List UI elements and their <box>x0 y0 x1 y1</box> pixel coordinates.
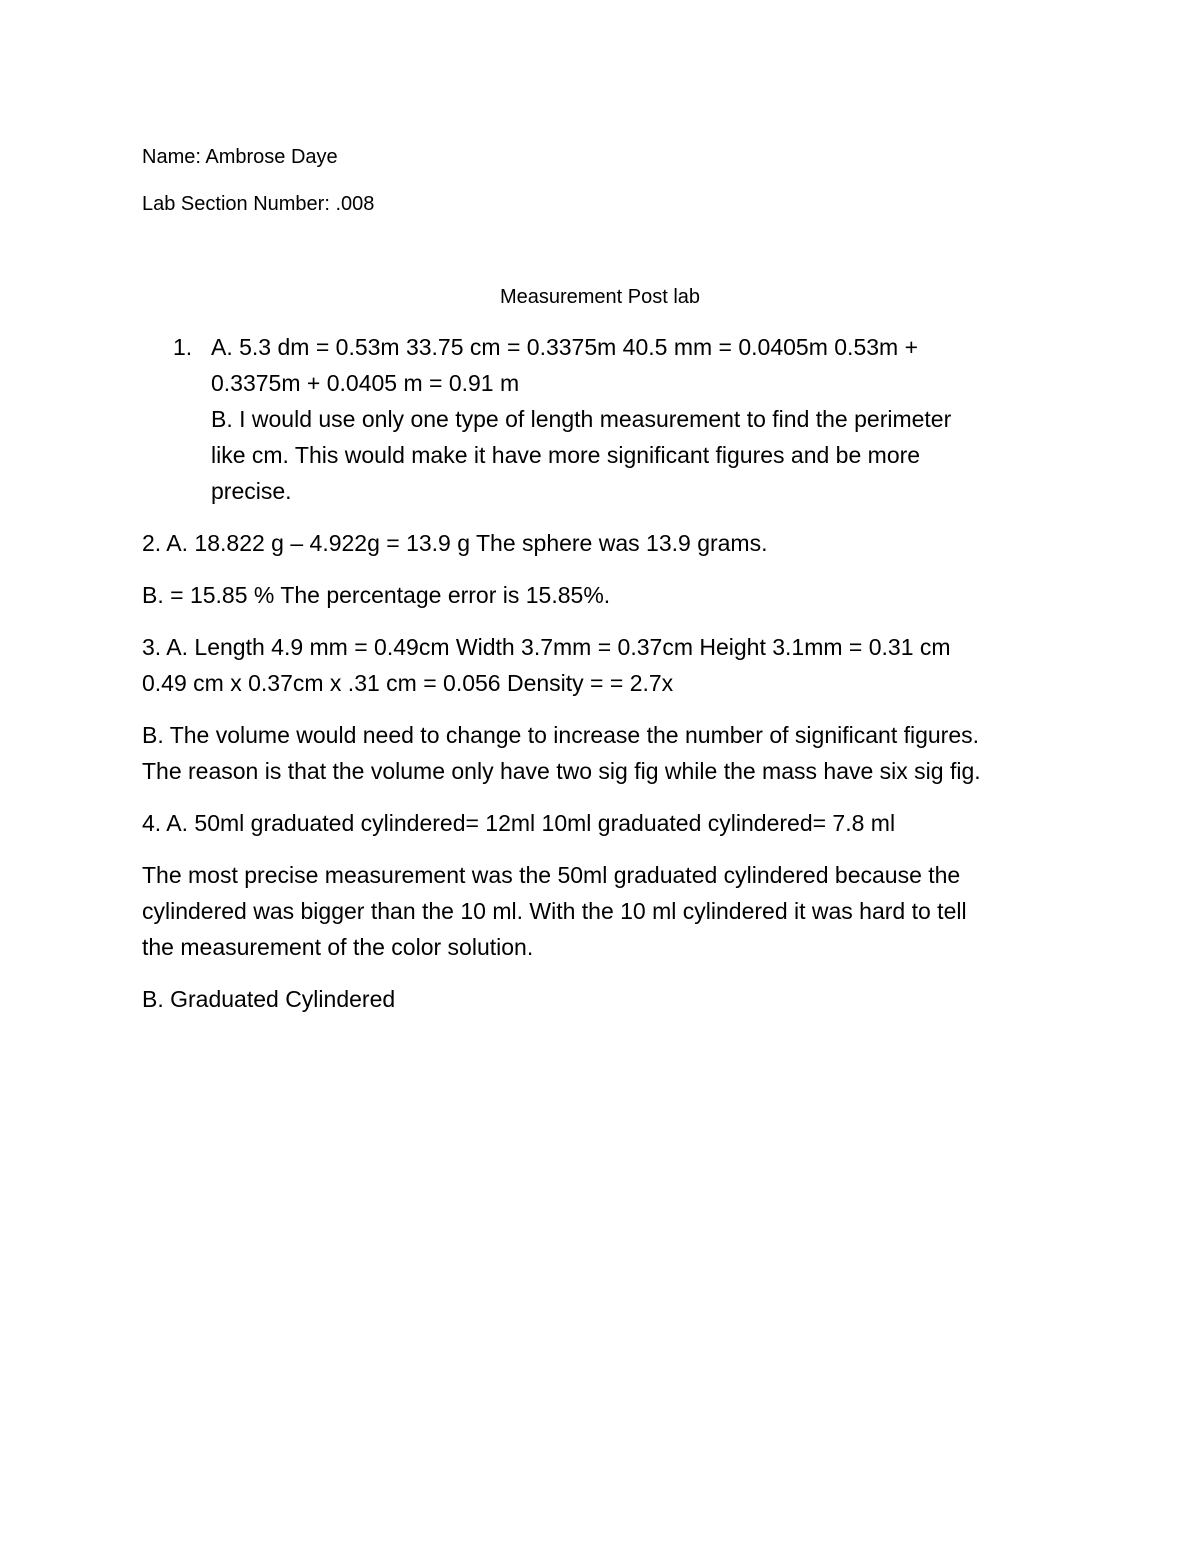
q3-part-a-line-2: 0.49 cm x 0.37cm x .31 cm = 0.056 Density = = 2.7x <box>142 670 674 696</box>
q2-part-a: 2. A. 18.822 g – 4.922g = 13.9 g The sphere was 13.9 grams. <box>142 530 768 556</box>
q4-paragraph-line-3: the measurement of the color solution. <box>142 934 534 960</box>
q3-part-b-line-1: B. The volume would need to change to increase the number of significant figures. <box>142 722 980 748</box>
q4-paragraph-line-2: cylindered was bigger than the 10 ml. With the 10 ml cylindered it was hard to tell <box>142 898 967 924</box>
q1-line-1: A. 5.3 dm = 0.53m 33.75 cm = 0.3375m 40.5 mm = 0.0405m 0.53m + <box>211 334 919 360</box>
q1-line-3: B. I would use only one type of length measurement to find the perimeter <box>211 406 952 432</box>
q4-paragraph-line-1: The most precise measurement was the 50ml graduated cylindered because the <box>142 862 961 888</box>
document-title: Measurement Post lab <box>499 286 701 308</box>
q1-number: 1. <box>173 334 193 360</box>
q4-part-b: B. Graduated Cylindered <box>142 986 396 1012</box>
q3-part-a-line-1: 3. A. Length 4.9 mm = 0.49cm Width 3.7mm = 0.37cm Height 3.1mm = 0.31 cm <box>142 634 951 660</box>
q3-part-b-line-2: The reason is that the volume only have two sig fig while the mass have six sig fig. <box>142 758 981 784</box>
student-name: Name: Ambrose Daye <box>142 146 338 168</box>
q2-part-b: B. = 15.85 % The percentage error is 15.85%. <box>142 582 611 608</box>
lab-section-number: Lab Section Number: .008 <box>142 193 375 215</box>
q4-part-a: 4. A. 50ml graduated cylindered= 12ml 10ml graduated cylindered= 7.8 ml <box>142 810 896 836</box>
q1-line-4: like cm. This would make it have more significant figures and be more <box>211 442 921 468</box>
q1-line-2: 0.3375m + 0.0405 m = 0.91 m <box>211 370 520 396</box>
q1-line-5: precise. <box>211 478 292 504</box>
